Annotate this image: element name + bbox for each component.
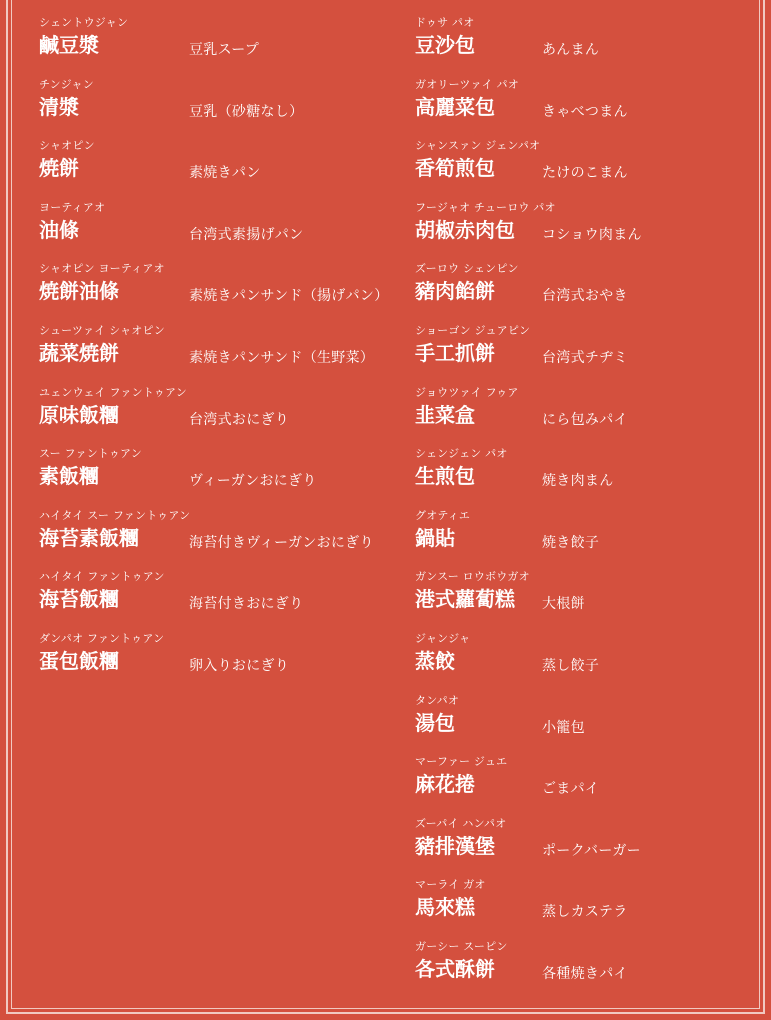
- item-reading: シャオピン: [39, 139, 95, 153]
- item-name: 馬來糕: [415, 895, 475, 920]
- item-name: 油條: [39, 217, 79, 242]
- item-description: 台湾式おやき: [542, 288, 628, 305]
- menu-column-left: [39, 16, 389, 694]
- item-name: 蔬菜焼餅: [39, 340, 119, 365]
- item-description: 台湾式おにぎり: [189, 411, 290, 428]
- item-reading: ハイタイ ファントゥアン: [39, 570, 165, 584]
- item-name: 韭菜盒: [415, 402, 475, 427]
- menu-item: [39, 262, 389, 324]
- item-description: 卵入りおにぎり: [189, 657, 290, 674]
- item-reading: ドゥサ パオ: [415, 16, 475, 29]
- item-description: コショウ肉まん: [542, 226, 642, 243]
- item-description: 小籠包: [542, 719, 585, 736]
- item-name: 港式蘿蔔糕: [415, 587, 515, 612]
- item-name: 手工抓餅: [415, 340, 495, 365]
- menu-item: [39, 16, 260, 78]
- menu-item: [39, 77, 304, 140]
- item-name: 豆沙包: [415, 33, 475, 57]
- item-description: あんまん: [542, 42, 600, 58]
- menu-item: [39, 139, 261, 201]
- item-description: 焼き肉まん: [542, 473, 614, 490]
- menu-item: [39, 631, 290, 694]
- item-name: 鹹豆漿: [39, 33, 99, 57]
- item-reading: タンパオ: [415, 693, 460, 707]
- item-description: 蒸し餃子: [542, 657, 600, 674]
- item-name: 海苔素飯糰: [39, 525, 139, 550]
- menu-item: [415, 323, 628, 386]
- item-reading: ハイタイ スー ファントゥアン: [39, 508, 191, 522]
- item-name: 海苔飯糰: [39, 587, 119, 612]
- menu-item: [415, 77, 628, 140]
- item-description: 海苔付きヴィーガンおにぎり: [189, 534, 374, 551]
- menu-item: [415, 631, 600, 694]
- item-name: 焼餅油條: [39, 279, 119, 304]
- item-description: 台湾式チヂミ: [542, 349, 628, 366]
- menu-item: [415, 939, 628, 1002]
- item-reading: ガオリーツァイ パオ: [415, 77, 519, 91]
- item-description: 素焼きパンサンド（揚げパン）: [189, 288, 389, 305]
- menu-item: [415, 693, 585, 756]
- item-description: にら包みパイ: [542, 411, 628, 428]
- item-reading: ズーロウ シェンピン: [415, 262, 519, 276]
- menu-item: [39, 508, 374, 571]
- item-reading: ダンパオ ファントゥアン: [39, 631, 165, 645]
- menu-item: [415, 755, 600, 817]
- item-name: 香筍煎包: [415, 156, 495, 181]
- item-reading: ジャンジャ: [415, 631, 471, 645]
- item-name: 胡椒赤肉包: [415, 217, 515, 242]
- item-reading: ユェンウェイ ファントゥアン: [39, 385, 187, 399]
- menu-item: [39, 570, 304, 632]
- menu-item: [39, 200, 304, 263]
- item-description: 豆乳（砂糖なし）: [189, 103, 304, 120]
- item-description: たけのこまん: [542, 165, 628, 182]
- item-name: 清漿: [39, 94, 79, 119]
- item-reading: シャオピン ヨーティアオ: [39, 262, 165, 276]
- item-name: 麻花捲: [415, 772, 475, 797]
- item-reading: ズーパイ ハンパオ: [415, 816, 507, 830]
- item-reading: マーライ ガオ: [415, 878, 486, 892]
- item-name: 湯包: [415, 710, 455, 735]
- menu-item: [415, 385, 628, 448]
- item-name: 蛋包飯糰: [39, 648, 119, 673]
- item-description: 各種焼きパイ: [542, 965, 628, 982]
- item-name: 生煎包: [415, 464, 475, 489]
- item-reading: ヨーティアオ: [39, 200, 106, 214]
- item-reading: スー ファントゥアン: [39, 447, 143, 461]
- item-reading: ジョウツァイ フゥア: [415, 385, 519, 399]
- item-name: 鍋貼: [415, 525, 455, 550]
- item-name: 豬排漢堡: [415, 833, 495, 858]
- menu-item: [415, 139, 628, 201]
- item-description: ヴィーガンおにぎり: [189, 473, 317, 490]
- item-description: ポークバーガー: [542, 842, 641, 859]
- menu-item: [415, 508, 600, 571]
- item-reading: ガーシー スーピン: [415, 939, 508, 953]
- item-name: 蒸餃: [415, 648, 455, 673]
- menu-item: [39, 385, 290, 448]
- item-description: 豆乳スープ: [189, 42, 260, 58]
- item-name: 豬肉餡餅: [415, 279, 495, 304]
- item-name: 各式酥餅: [415, 956, 495, 981]
- item-description: 焼き餃子: [542, 534, 600, 551]
- menu-item: [415, 570, 585, 632]
- menu-item: [39, 323, 375, 386]
- item-reading: チンジャン: [39, 77, 94, 91]
- item-reading: ショーゴン ジュアピン: [415, 323, 531, 337]
- item-description: ごまパイ: [542, 781, 600, 798]
- item-description: 台湾式素揚げパン: [189, 226, 304, 243]
- menu-column-right: [415, 16, 642, 1002]
- item-description: 蒸しカステラ: [542, 904, 628, 921]
- menu-item: [415, 262, 628, 324]
- item-description: 素焼きパン: [189, 165, 261, 182]
- item-reading: シェンジェン パオ: [415, 447, 508, 461]
- menu-item: [415, 200, 642, 263]
- menu-item: [415, 16, 600, 78]
- menu-item: [415, 816, 641, 879]
- item-reading: グオティエ: [415, 508, 471, 522]
- item-description: きゃべつまん: [542, 103, 628, 120]
- item-reading: シェントウジャン: [39, 16, 129, 29]
- item-reading: シャンスァン ジェンパオ: [415, 139, 541, 153]
- item-reading: シューツァイ シャオピン: [39, 323, 165, 337]
- item-name: 素飯糰: [39, 464, 99, 489]
- item-name: 高麗菜包: [415, 94, 495, 119]
- menu-item: [415, 878, 628, 940]
- menu-item: [415, 447, 614, 509]
- item-description: 素焼きパンサンド（生野菜）: [189, 349, 375, 366]
- item-description: 海苔付きおにぎり: [189, 596, 304, 613]
- item-reading: フージャオ チューロウ パオ: [415, 200, 556, 214]
- item-name: 焼餅: [39, 156, 79, 181]
- item-name: 原味飯糰: [39, 402, 119, 427]
- item-reading: ガンスー ロウボウガオ: [415, 570, 530, 584]
- item-reading: マーファー ジュエ: [415, 755, 508, 769]
- item-description: 大根餅: [542, 596, 585, 613]
- menu-item: [39, 447, 317, 509]
